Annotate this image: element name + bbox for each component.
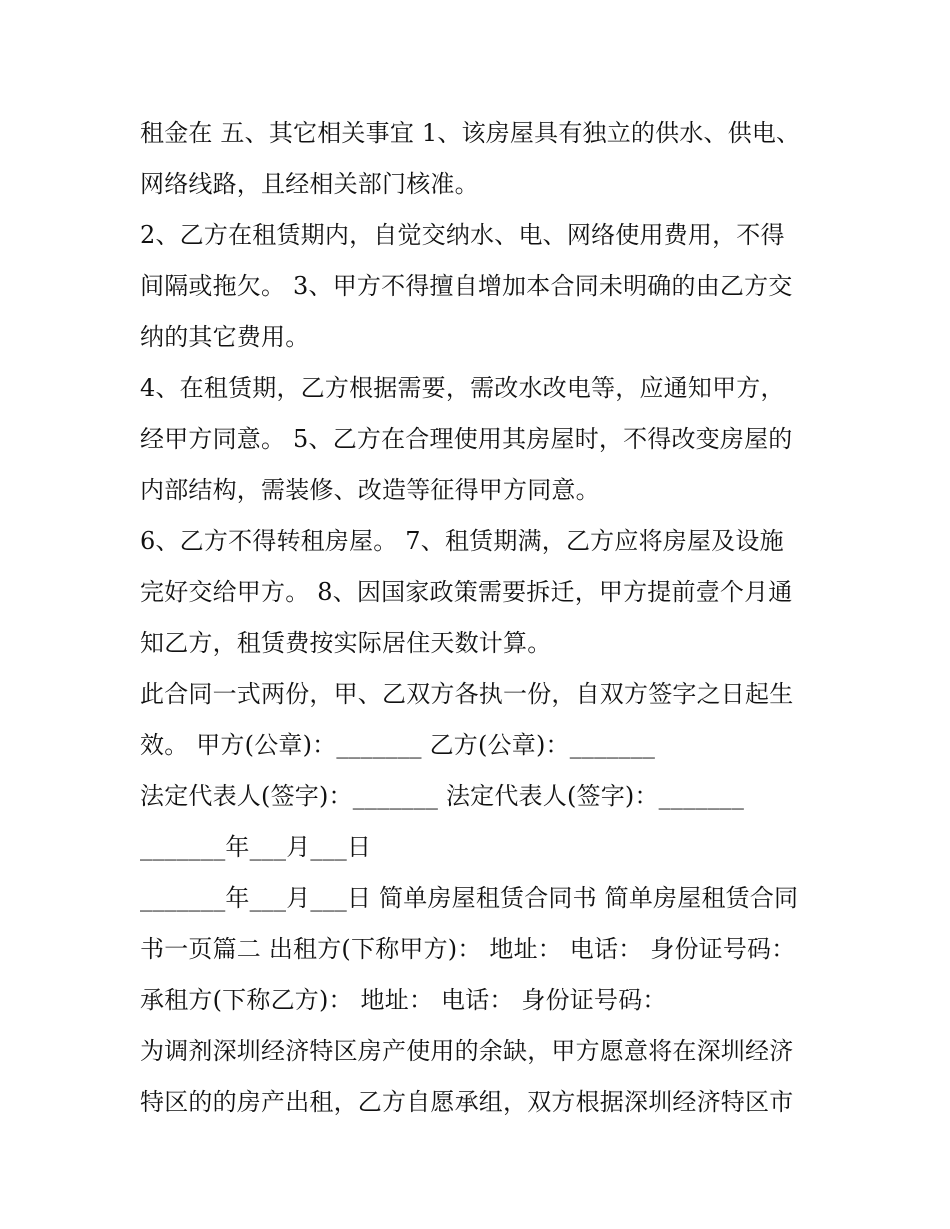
text-line: 租金在 五、其它相关事宜 1、该房屋具有独立的供水、供电、 (140, 119, 801, 147)
representative-signature-line: 法定代表人(签字)：_______ 法定代表人(签字)：_______ (140, 782, 745, 810)
lessor-info-line: 书一页篇二 出租方(下称甲方)： 地址： 电话： 身份证号码： (140, 935, 796, 963)
text-line: 内部结构，需装修、改造等征得甲方同意。 (140, 476, 600, 504)
text-line: 为调剂深圳经济特区房产使用的余缺，甲方愿意将在深圳经济 (140, 1037, 794, 1065)
document-body (140, 108, 830, 1128)
text-line: 间隔或拖欠。 3、甲方不得擅自增加本合同未明确的由乙方交 (140, 272, 793, 300)
signature-line: 效。 甲方(公章)：_______ 乙方(公章)：_______ (140, 731, 656, 759)
date-title-line: _______年___月___日 简单房屋租赁合同书 简单房屋租赁合同 (140, 884, 799, 912)
text-line: 经甲方同意。 5、乙方在合理使用其房屋时，不得改变房屋的 (140, 425, 793, 453)
lessee-info-line: 承租方(下称乙方)： 地址： 电话： 身份证号码： (140, 986, 667, 1014)
text-line: 此合同一式两份，甲、乙双方各执一份，自双方签字之日起生 (140, 680, 794, 708)
text-line: 纳的其它费用。 (140, 323, 310, 351)
text-line: 特区的的房产出租，乙方自愿承组，双方根据深圳经济特区市 (140, 1088, 794, 1116)
text-line: 6、乙方不得转租房屋。 7、租赁期满，乙方应将房屋及设施 (140, 527, 784, 555)
text-line: 网络线路，且经相关部门核准。 (140, 170, 479, 198)
text-line: 4、在租赁期，乙方根据需要，需改水改电等，应通知甲方， (140, 374, 785, 402)
date-line: _______年___月___日 (140, 833, 372, 861)
text-line: 完好交给甲方。 8、因国家政策需要拆迁，甲方提前壹个月通 (140, 578, 793, 606)
text-line: 知乙方，租赁费按实际居住天数计算。 (140, 629, 552, 657)
text-line: 2、乙方在租赁期内，自觉交纳水、电、网络使用费用，不得 (140, 221, 785, 249)
